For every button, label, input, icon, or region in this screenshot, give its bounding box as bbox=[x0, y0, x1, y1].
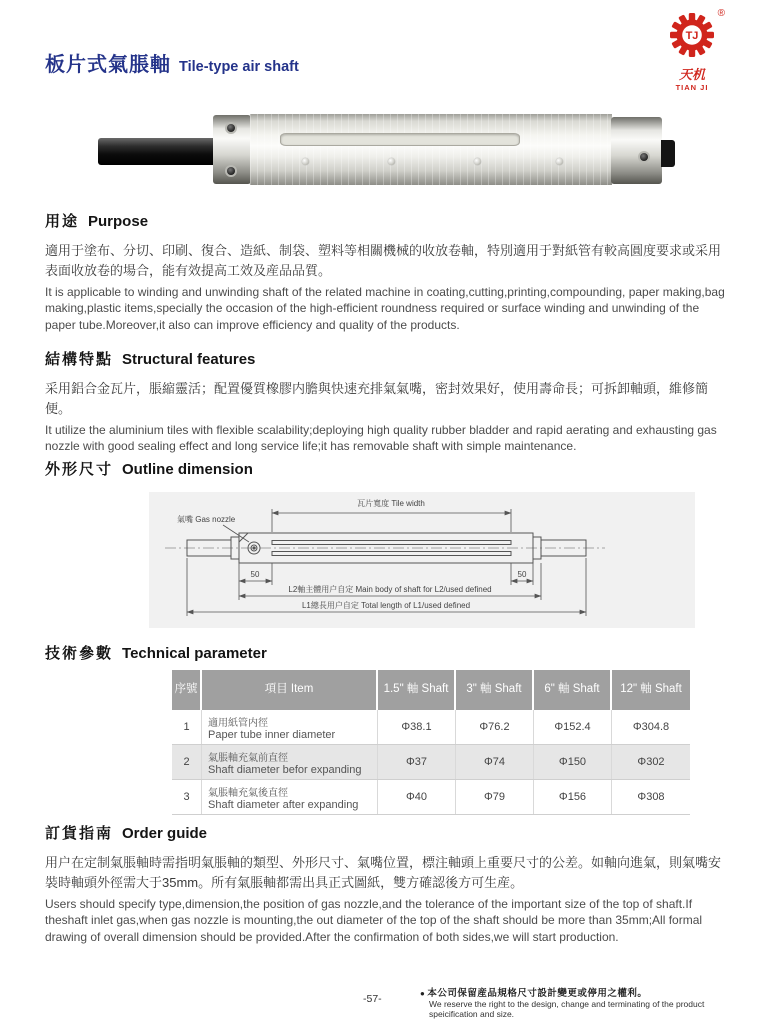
photo-shaft-rod bbox=[98, 138, 216, 165]
screw-icon bbox=[227, 124, 235, 132]
table-row-3 bbox=[172, 780, 690, 815]
item-name-cn: 氣脹軸充氣前直徑 bbox=[208, 752, 288, 764]
registered-mark: ® bbox=[717, 8, 725, 19]
photo-left-collar bbox=[213, 115, 251, 184]
technical-heading-en: Technical parameter bbox=[122, 645, 267, 662]
item-name-cn: 氣脹軸充氣後直徑 bbox=[208, 787, 288, 799]
row-number: 2 bbox=[172, 745, 202, 779]
left-50-label: 50 bbox=[250, 570, 260, 579]
photo-tile-strip bbox=[280, 133, 520, 146]
screw-icon bbox=[640, 153, 648, 161]
footer-note-en: We reserve the right to the design, change and terminating of the product speicification and size. bbox=[429, 999, 705, 1020]
gas-nozzle-label: 氣嘴 Gas nozzle bbox=[177, 515, 236, 524]
table-row-2 bbox=[172, 745, 690, 780]
logo-monogram: TJ bbox=[685, 30, 699, 42]
page-title-en: Tile-type air shaft bbox=[179, 59, 299, 75]
value-cell-1: Φ76.2 bbox=[456, 710, 534, 744]
logo-name-cn: 天机 bbox=[678, 67, 705, 82]
order-section bbox=[45, 822, 725, 945]
value-cell-0: Φ40 bbox=[378, 780, 456, 814]
outline-heading-cn: 外形尺寸 bbox=[45, 461, 114, 478]
structural-heading-cn: 結構特點 bbox=[45, 351, 114, 368]
vent-hole-icon bbox=[388, 158, 395, 165]
table-row-1 bbox=[172, 710, 690, 745]
table-header-cell-3: 3" 軸 Shaft bbox=[456, 670, 534, 710]
value-cell-2: Φ156 bbox=[534, 780, 612, 814]
photo-aluminium-body bbox=[250, 114, 612, 185]
l2-label: L2軸主體用户自定 Main body of shaft for L2/used defined bbox=[288, 585, 492, 594]
gas-nozzle-dot bbox=[252, 546, 255, 549]
row-number: 1 bbox=[172, 710, 202, 744]
page-title-cn: 板片式氣脹軸 bbox=[45, 54, 171, 76]
item-name-en: Shaft diameter after expanding bbox=[208, 798, 359, 811]
structural-heading-en: Structural features bbox=[122, 351, 256, 368]
purpose-heading-cn: 用途 bbox=[45, 213, 80, 230]
value-cell-2: Φ150 bbox=[534, 745, 612, 779]
table-header-cell-0: 序號 bbox=[172, 670, 202, 710]
value-cell-3: Φ304.8 bbox=[632, 721, 670, 733]
outline-drawing bbox=[149, 492, 695, 628]
structural-body-cn: 采用鋁合金瓦片，脹縮靈活；配置優質橡膠内膽與快速充排氣氣嘴，密封效果好，使用壽命長；可拆卸軸頭，維修簡便。 bbox=[45, 381, 709, 417]
table-header-cell-5: 12" 軸 Shaft bbox=[612, 670, 690, 710]
value-cell-3: Φ308 bbox=[637, 791, 665, 803]
item-name-cn: 適用紙管内徑 bbox=[208, 717, 268, 729]
screw-icon bbox=[227, 167, 235, 175]
purpose-body-en: It is applicable to winding and unwinding shaft of the related machine in coating,cutting,printing,compounding, paper making,bag making,plastic items,specially the occasion of the high-efficient roundness required or surface winding and unwinding of the paper tube.Moreover,it also can improve efficiency and quality of the products. bbox=[45, 285, 725, 332]
table-header-cell-2: 1.5" 軸 Shaft bbox=[378, 670, 456, 710]
order-body-en: Users should specify type,dimension,the position of gas nozzle,and the tolerance of the important size of the top of shaft.If theshaft inlet gas,when gas nozzle is mounting,the out diameter of the top of the shaft should be more than 35mm;All formal drawing of overall dimension should be provided.After the confirmation of both sides,we will start production. bbox=[45, 897, 703, 944]
item-cell bbox=[202, 745, 378, 779]
technical-heading-cn: 技術參數 bbox=[45, 645, 114, 662]
order-heading bbox=[45, 822, 725, 843]
value-cell-0: Φ38.1 bbox=[378, 710, 456, 744]
item-name-en: Paper tube inner diameter bbox=[208, 728, 336, 741]
value-cell-3: Φ302 bbox=[637, 756, 665, 768]
brand-logo bbox=[657, 8, 727, 92]
structural-section bbox=[45, 348, 725, 455]
table-header-cell-1: 項目 Item bbox=[202, 670, 378, 710]
order-body-cn: 用户在定制氣脹軸時需指明氣脹軸的類型、外形尺寸、氣嘴位置，標注軸頭上重要尺寸的公差。如軸向進氣，則氣嘴安裝時軸頭外徑需大于35mm。所有氣脹軸都需出具正式圖紙，雙方確認後方可生産。 bbox=[45, 855, 722, 891]
order-heading-en: Order guide bbox=[122, 825, 208, 842]
photo-end-cap bbox=[661, 140, 675, 167]
value-cell-2: Φ152.4 bbox=[534, 710, 612, 744]
row-number: 3 bbox=[172, 780, 202, 814]
technical-heading bbox=[45, 642, 725, 663]
purpose-heading-en: Purpose bbox=[88, 213, 149, 230]
page-title bbox=[45, 48, 299, 77]
tile-width-label: 瓦片寬度 Tile width bbox=[357, 499, 425, 508]
purpose-heading bbox=[45, 210, 725, 231]
table-header-row bbox=[172, 670, 690, 710]
vent-hole-icon bbox=[474, 158, 481, 165]
footer-note-cn: ● 本公司保留産品規格尺寸設計變更或停用之權利。 bbox=[420, 988, 648, 999]
vent-hole-icon bbox=[302, 158, 309, 165]
technical-table bbox=[172, 670, 690, 815]
gear-logo-icon bbox=[669, 8, 725, 63]
bullet-icon: ● bbox=[420, 989, 426, 998]
right-50-label: 50 bbox=[517, 570, 527, 579]
page-number: -57- bbox=[363, 993, 382, 1005]
footer-note bbox=[420, 985, 740, 1019]
value-cell-1: Φ74 bbox=[456, 745, 534, 779]
table-header-cell-4: 6" 軸 Shaft bbox=[534, 670, 612, 710]
technical-section bbox=[45, 642, 725, 673]
outline-section bbox=[45, 458, 725, 489]
purpose-body-cn: 適用于塗布、分切、印刷、復合、造紙、制袋、塑料等相關機械的收放卷軸，特別適用于對紙管有較高圓度要求或采用表面收放卷的場合，能有效提高工效及産品品質。 bbox=[45, 243, 722, 279]
item-cell bbox=[202, 780, 378, 814]
outline-heading bbox=[45, 458, 725, 479]
vent-hole-icon bbox=[556, 158, 563, 165]
order-heading-cn: 訂貨指南 bbox=[45, 825, 114, 842]
outline-heading-en: Outline dimension bbox=[122, 461, 253, 478]
value-cell-0: Φ37 bbox=[378, 745, 456, 779]
structural-body-en: It utilize the aluminium tiles with flexible scalability;deploying high quality rubber bladder and rapid aerating and exhausting gas nozzle with good sealing effect and long service life;it has removable shaft with simple maintenance. bbox=[45, 423, 717, 454]
item-cell bbox=[202, 710, 378, 744]
value-cell-1: Φ79 bbox=[456, 780, 534, 814]
purpose-section bbox=[45, 210, 725, 333]
l1-label: L1總長用户自定 Total length of L1/used defined bbox=[301, 601, 471, 610]
product-photo bbox=[98, 112, 676, 204]
photo-right-collar bbox=[611, 117, 662, 184]
structural-heading bbox=[45, 348, 725, 369]
item-name-en: Shaft diameter befor expanding bbox=[208, 763, 362, 776]
logo-name-en: TIAN JI bbox=[675, 83, 709, 92]
